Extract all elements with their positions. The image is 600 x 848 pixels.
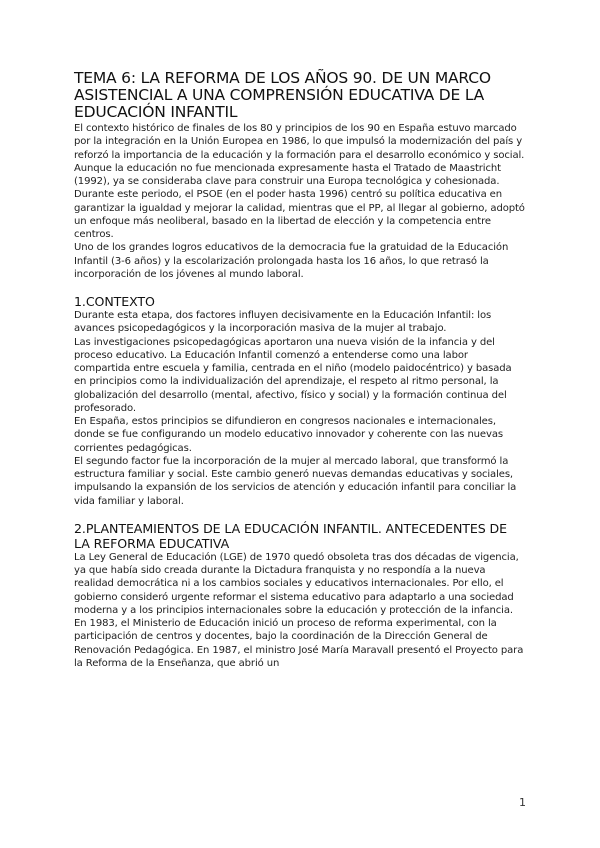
section-1-paragraph-4: El segundo factor fue la incorporación de la mujer al mercado laboral, que transformó la estructura familiar y social. Este cambio generó nuevas demandas educativas y sociales, impulsando la expansión de los servicios de atención y educación infantil para conciliar la vida familiar y laboral. — [74, 455, 517, 507]
section-1-heading: 1.CONTEXTO — [74, 294, 155, 309]
intro-paragraph-3: Uno de los grandes logros educativos de la democracia fue la gratuidad de la Educación Infantil (3-6 años) y la escolarización prolongada hasta los 16 años, lo que retrasó la incorporación de los jóvenes al mundo laboral. — [74, 242, 509, 280]
section-2-paragraph-2: En 1983, el Ministerio de Educación inició un proceso de reforma experimental, con la participación de centros y docentes, bajo la coordinación de la Dirección General de Renovación Pedagógica. En 1987, el ministro José María Maravall presentó el Proyecto para la Reforma de la Enseñanza, que abrió un — [74, 618, 524, 669]
section-2-paragraph-1: La Ley General de Educación (LGE) de 1970 quedó obsoleta tras dos décadas de vigencia, ya que había sido creada durante la Dictadura franquista y no respondía a la nueva realidad democrática ni a los cambios sociales y educativos internacionales. Por ello, el gobierno consideró urgente reformar el sistema educativo para adaptarlo a una sociedad moderna y a los principios internacionales sobre la educación y protección de la infancia. — [74, 551, 519, 616]
document-title: TEMA 6: LA REFORMA DE LOS AÑOS 90. DE UN MARCO ASISTENCIAL A UNA COMPRENSIÓN EDUCATIVA DE LA EDUCACIÓN INFANTIL — [74, 69, 491, 121]
page-number: 1 — [519, 796, 526, 809]
section-1-paragraph-2: Las investigaciones psicopedagógicas aportaron una nueva visión de la infancia y del proceso educativo. La Educación Infantil comenzó a entenderse como una labor compartida entre escuela y familia, centrada en el niño (modelo paidocéntrico) y basada en principios como la individualización del aprendizaje, el respeto al ritmo personal, la globalización del desarrollo (mental, afectivo, físico y social) y la formación continua del profesorado. — [74, 336, 512, 414]
section-1-paragraph-3: En España, estos principios se difundieron en congresos nacionales e internacionales, donde se fue configurando un modelo educativo innovador y coherente con las nuevas corrientes pedagógicas. — [74, 416, 503, 454]
intro-paragraph-2: Durante este periodo, el PSOE (en el poder hasta 1996) centró su política educativa en garantizar la igualdad y mejorar la calidad, mientras que el PP, al llegar al gobierno, adoptó un enfoque más neoliberal, basado en la libertad de elección y la competencia entre centros. — [74, 189, 525, 240]
document-page — [74, 70, 526, 670]
section-1-paragraph-1: Durante esta etapa, dos factores influyen decisivamente en la Educación Infantil: los avances psicopedagógicos y la incorporación masiva de la mujer al trabajo. — [74, 310, 492, 335]
intro-paragraph-1: El contexto histórico de finales de los 80 y principios de los 90 en España estuvo marcado por la integración en la Unión Europea en 1986, lo que impulsó la modernización del país y reforzó la importancia de la educación y la formación para el desarrollo económico y social. Aunque la educación no fue mencionada expresamente hasta el Tratado de Maastricht (1992), ya se consideraba clave para construir una Europa tecnológica y cohesionada. — [74, 123, 525, 187]
section-2-heading: 2.PLANTEAMIENTOS DE LA EDUCACIÓN INFANTIL. ANTECEDENTES DE LA REFORMA EDUCATIVA — [74, 520, 507, 551]
